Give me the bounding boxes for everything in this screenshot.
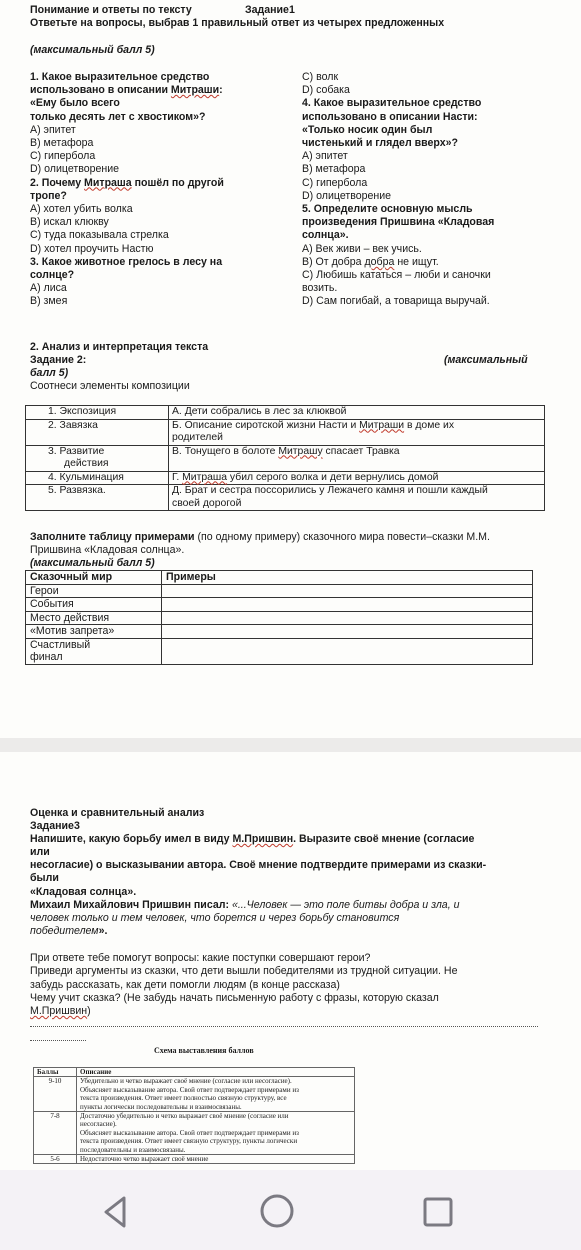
- q4-option-c: С) гипербола: [302, 176, 368, 189]
- column-header-world: Сказочный мир: [26, 571, 162, 585]
- part4-task: Задание3: [30, 820, 80, 832]
- q4-line1: 4. Какое выразительное средство: [302, 97, 482, 110]
- composition-event: Д. Брат и сестра поссорились у Лежачего камня и пошли каждый своей дорогой: [169, 485, 545, 511]
- back-button[interactable]: [96, 1192, 136, 1232]
- q4-option-d: D) олицетворение: [302, 189, 392, 202]
- q5-option-a: А) Век живи – век учись.: [302, 242, 422, 255]
- help-line1: При ответе тебе помогут вопросы: какие поступки совершают герои?: [30, 952, 371, 964]
- q3-line1: 3. Какое животное грелось в лесу на: [30, 255, 223, 268]
- help-line3: забудь рассказать, как дети помогли людям (в конце рассказа): [30, 979, 340, 991]
- recents-icon: [418, 1192, 458, 1232]
- q4-line3: «Только носик один был: [302, 123, 433, 136]
- table-row: [26, 419, 545, 445]
- page-2: [0, 752, 581, 1170]
- q1-line1: 1. Какое выразительное средство: [30, 71, 210, 83]
- scheme-title: Схема выставления баллов: [154, 1046, 254, 1055]
- composition-element: 2. Завязка: [26, 419, 169, 445]
- quote-line3: победителем».: [30, 925, 108, 937]
- row-label: «Мотив запрета»: [26, 625, 162, 639]
- recents-button[interactable]: [418, 1192, 458, 1232]
- q2-option-a: А) хотел убить волка: [30, 203, 133, 216]
- composition-event: В. Тонущего в болоте Митрашу спасает Травка: [169, 445, 545, 471]
- q1-option-b: В) метафора: [30, 137, 94, 150]
- score-cell: 5-6: [34, 1155, 77, 1164]
- q2-option-c: С) туда показывала стрелка: [30, 229, 169, 242]
- header-left: Понимание и ответы по тексту: [30, 4, 192, 16]
- help-line5: М.Пришвин): [30, 1005, 91, 1017]
- table-row: [34, 1112, 355, 1155]
- table-row: [34, 1155, 355, 1164]
- composition-element: 3. Развитие действия: [26, 445, 169, 471]
- q5-option-d: D) Сам погибай, а товарища выручай.: [302, 295, 490, 308]
- back-icon: [96, 1192, 136, 1232]
- composition-element: 5. Развязка.: [26, 485, 169, 511]
- part4-title: Оценка и сравнительный анализ: [30, 807, 205, 819]
- q5-option-c: С) Любишь кататься – люби и саночки: [302, 269, 491, 282]
- header-task: Задание1: [245, 4, 295, 16]
- composition-event: Г. Митраша убил серого волка и дети вернулись домой: [169, 471, 545, 485]
- part4-question-line3: несогласие) о высказывании автора. Своё мнение подтвердите примерами из сказки-: [30, 859, 487, 871]
- q1-option-d: D) олицетворение: [30, 163, 120, 176]
- composition-event: А. Дети собрались в лес за клюквой: [169, 406, 545, 420]
- composition-element: 4. Кульминация: [26, 471, 169, 485]
- answer-line[interactable]: [30, 1026, 538, 1027]
- column-header-score: Баллы: [34, 1068, 77, 1077]
- q5-line2: произведения Пришвина «Кладовая: [302, 216, 495, 229]
- part2-task: Задание 2:: [30, 354, 87, 366]
- q3-line2: солнце?: [30, 269, 75, 282]
- description-cell: Недостаточно четко выражает своё мнение: [77, 1155, 355, 1164]
- instruction: Ответьте на вопросы, выбрав 1 правильный ответ из четырех предложенных: [30, 17, 445, 29]
- quote-line1: Михаил Михайлович Пришвин писал: «...Человек — это поле битвы добра и зла, и: [30, 899, 460, 911]
- q1-option-a: А) эпитет: [30, 123, 76, 136]
- fairy-world-table: [25, 570, 533, 665]
- part3-intro-cont: Пришвина «Кладовая солнца».: [30, 544, 185, 556]
- q5-option-c-cont: возить.: [302, 282, 338, 295]
- part2-max-left: балл 5): [30, 367, 69, 379]
- part3-max: (максимальный балл 5): [30, 557, 155, 569]
- q1-option-c: С) гипербола: [30, 150, 96, 163]
- max-score: (максимальный балл 5): [30, 44, 155, 56]
- part4-question-line1: Напишите, какую борьбу имел в виду М.Пришвин. Выразите своё мнение (согласие: [30, 833, 475, 845]
- table-row: [26, 406, 545, 420]
- q3-option-d: D) собака: [302, 84, 350, 97]
- answer-cell[interactable]: [162, 598, 533, 612]
- score-cell: 7-8: [34, 1112, 77, 1155]
- q4-option-b: В) метафора: [302, 163, 366, 176]
- part2-max-right: (максимальный: [444, 354, 528, 366]
- row-label: Счастливый финал: [26, 638, 162, 664]
- table-row: [26, 638, 533, 664]
- table-header-row: [34, 1068, 355, 1077]
- row-label: События: [26, 598, 162, 612]
- part2-title: 2. Анализ и интерпретация текста: [30, 341, 209, 353]
- table-row: [26, 584, 533, 598]
- answer-cell[interactable]: [162, 584, 533, 598]
- answer-line[interactable]: [30, 1040, 86, 1041]
- home-icon: [257, 1191, 297, 1231]
- q3-option-b: В) змея: [30, 295, 68, 308]
- home-button[interactable]: [257, 1191, 297, 1231]
- q1-line3: «Ему было всего: [30, 97, 120, 110]
- quote-line2: человек только и тем человек, что борется и через борьбу становится: [30, 912, 400, 924]
- part3-intro: Заполните таблицу примерами (по одному примеру) сказочного мира повести–сказки М.М.: [30, 531, 490, 543]
- answer-cell[interactable]: [162, 638, 533, 664]
- score-cell: 9-10: [34, 1077, 77, 1112]
- q2-line2: тропе?: [30, 189, 67, 202]
- q1-line4: только десять лет с хвостиком»?: [30, 110, 206, 123]
- part4-question-line2: или: [30, 846, 50, 858]
- q2-option-b: В) искал клюкву: [30, 216, 109, 229]
- system-nav-bar: [0, 1170, 581, 1250]
- questions-right: [302, 71, 494, 309]
- answer-cell[interactable]: [162, 611, 533, 625]
- help-line2: Приведи аргументы из сказки, что дети вышли победителями из трудной ситуации. Не: [30, 965, 458, 977]
- row-label: Место действия: [26, 611, 162, 625]
- q3-option-a: А) лиса: [30, 282, 67, 295]
- table-row: [26, 598, 533, 612]
- q1-line2: использовано в описании Митраши:: [30, 84, 223, 97]
- part2-subtitle: Соотнеси элементы композиции: [30, 380, 190, 392]
- table-row: [26, 471, 545, 485]
- table-row: [26, 445, 545, 471]
- description-cell: Достаточно убедительно и четко выражает своё мнение (согласие или несогласие). Объясняет высказывание автора. Свой ответ подтверждает примерами из текста произведения. Ответ имеет связную структуру, пункты логически последовательны и взаимосвязаны.: [77, 1112, 355, 1155]
- help-line4: Чему учит сказка? (Не забудь начать письменную работу с фразы, которую сказал: [30, 992, 439, 1004]
- table-row: [34, 1077, 355, 1112]
- answer-cell[interactable]: [162, 625, 533, 639]
- column-header-description: Описание: [77, 1068, 355, 1077]
- part4-question-line4: были: [30, 872, 59, 884]
- q2-line1: 2. Почему Митраша пошёл по другой: [30, 176, 224, 189]
- composition-element: 1. Экспозиция: [26, 406, 169, 420]
- q5-line3: солнца».: [302, 229, 349, 242]
- composition-table: [25, 405, 545, 511]
- table-row: [26, 625, 533, 639]
- questions-left: [30, 71, 224, 309]
- part4-question-line5: «Кладовая солнца».: [30, 886, 137, 898]
- q4-line4: чистенький и глядел вверх»?: [302, 137, 458, 150]
- table-header-row: [26, 571, 533, 585]
- column-header-examples: Примеры: [162, 571, 533, 585]
- q5-line1: 5. Определите основную мысль: [302, 203, 473, 216]
- q5-option-b: В) От добра добра не ищут.: [302, 255, 439, 268]
- table-row: [26, 611, 533, 625]
- scoring-table: [33, 1067, 355, 1164]
- q4-option-a: А) эпитет: [302, 150, 348, 163]
- description-cell: Убедительно и четко выражает своё мнение (согласие или несогласие). Объясняет высказывание автора. Свой ответ подтверждает примерами из текста произведения. Ответ имеет полностью связную структуру, все пункты логически последовательны и взаимосвязаны.: [77, 1077, 355, 1112]
- q4-line2: использовано в описании Насти:: [302, 110, 478, 123]
- q3-option-c: С) волк: [302, 71, 339, 83]
- q2-option-d: D) хотел проучить Настю: [30, 242, 154, 255]
- row-label: Герои: [26, 584, 162, 598]
- composition-event: Б. Описание сиротской жизни Насти и Митраши в доме их родителей: [169, 419, 545, 445]
- table-row: [26, 485, 545, 511]
